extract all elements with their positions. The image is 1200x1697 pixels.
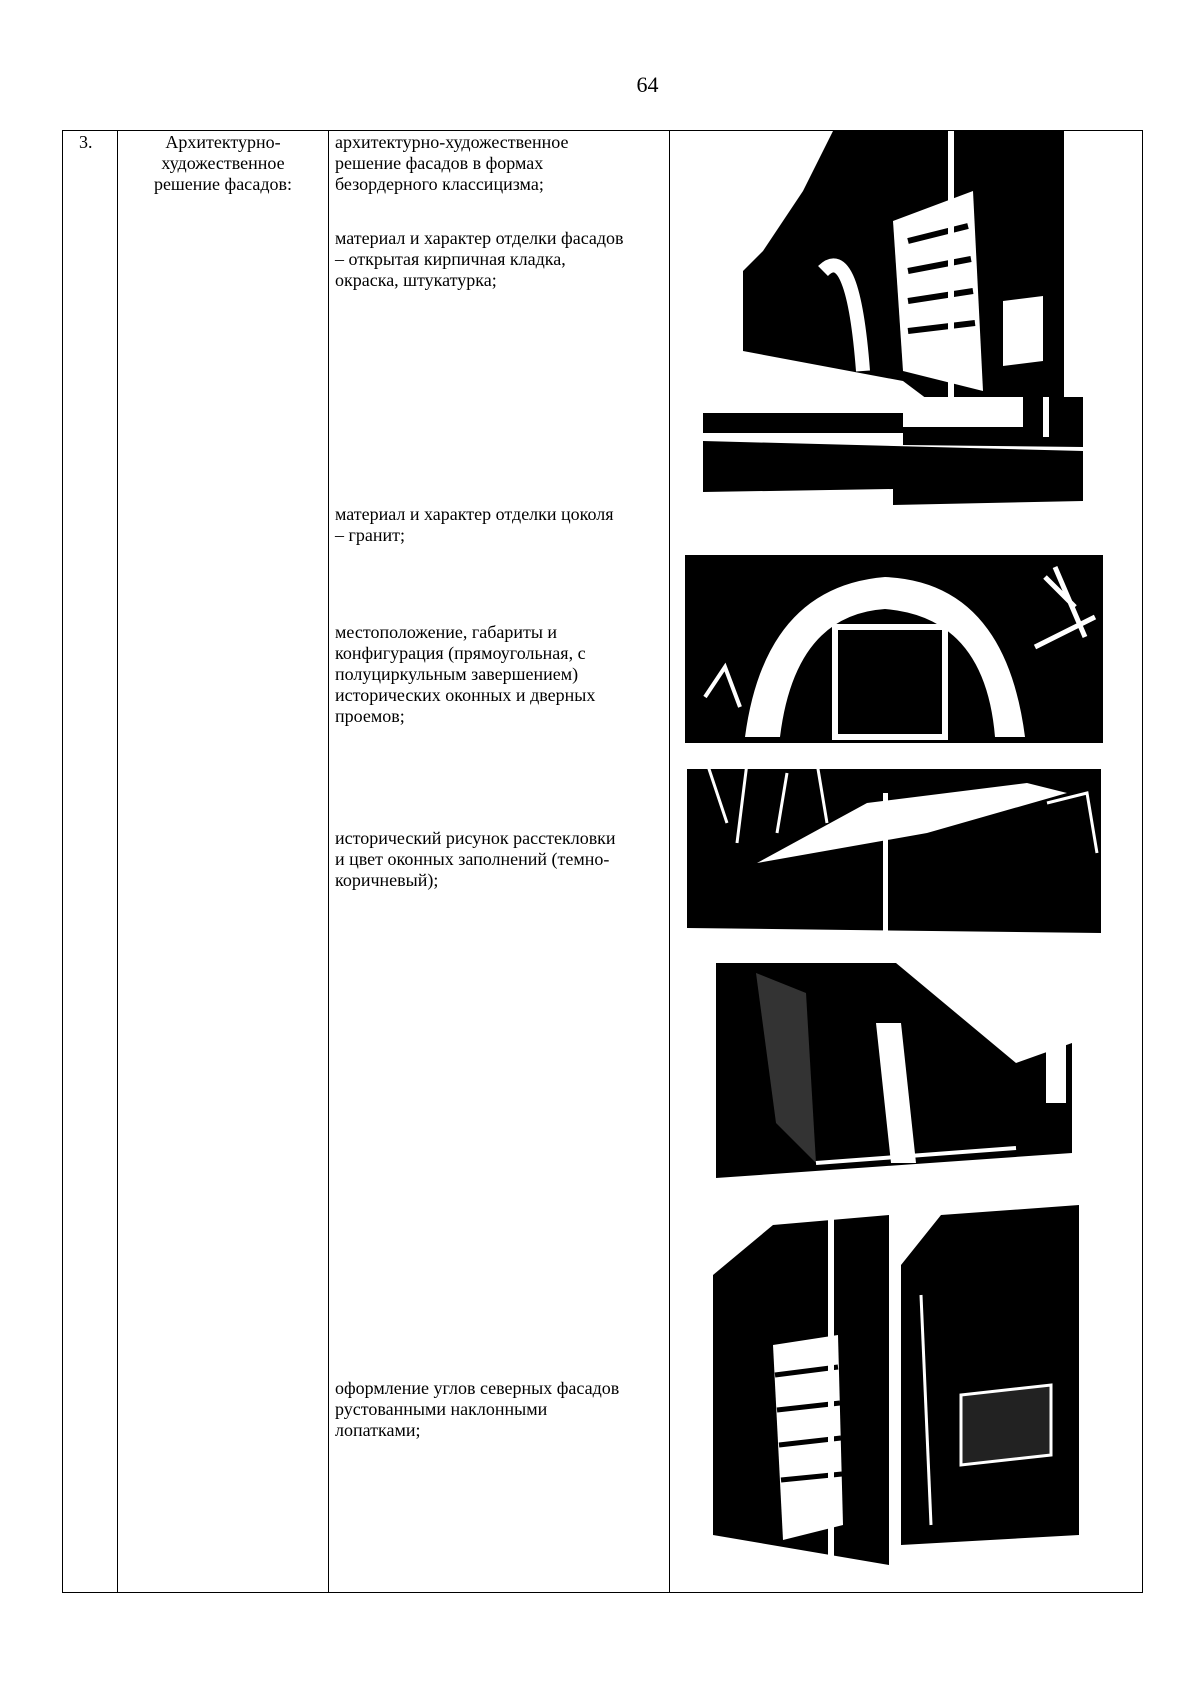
corner-pilaster-photo-left [713,1195,889,1583]
row-number: 3. [79,132,93,152]
column-divider [669,131,670,1592]
row-heading: Архитектурно- художественное решение фасадов: [153,132,293,194]
column-divider [117,131,118,1592]
column-divider [328,131,329,1592]
item-plinth-material: материал и характер отделки цоколя – гранит; [335,504,614,545]
item-facade-material: материал и характер отделки фасадов – открытая кирпичная кладка, окраска, штукатурка; [335,228,624,290]
arched-opening-photo [685,547,1103,743]
plinth-photo [703,397,1083,515]
corner-pilaster-photo-right [901,1195,1079,1583]
building-tree-photo [716,963,1072,1191]
item-openings: местоположение, габариты и конфигурация (прямоугольная, с полуциркульным завершением) исторических оконных и дверных проемов; [335,622,596,726]
item-glazing-pattern: исторический рисунок расстекловки и цвет оконных заполнений (темно- коричневый); [335,828,616,890]
facade-corner-photo [743,131,1064,411]
item-corner-pilasters: оформление углов северных фасадов рустованными наклонными лопатками; [335,1378,620,1440]
item-facade-style: архитектурно-художественное решение фасадов в формах безордерного классицизма; [335,132,569,194]
window-glazing-photo [687,763,1101,945]
heritage-table [62,130,1143,1593]
page-number: 64 [636,72,659,97]
